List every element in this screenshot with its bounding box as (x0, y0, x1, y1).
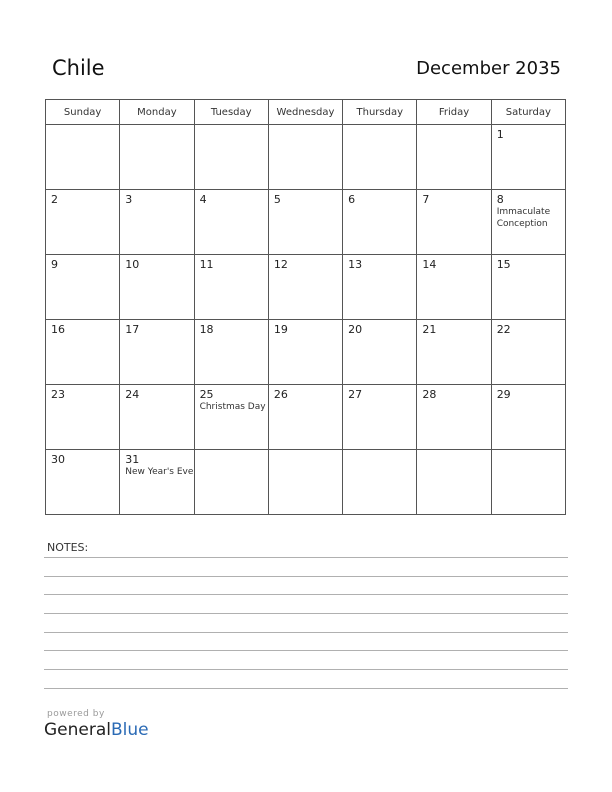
day-number (269, 125, 342, 141)
day-cell (268, 320, 342, 385)
weekday-wednesday: Wednesday (268, 100, 342, 125)
day-cell (343, 320, 417, 385)
day-cell (491, 190, 565, 255)
country-title: Chile (52, 56, 105, 80)
empty-day-cell (417, 450, 491, 515)
note-line (44, 594, 568, 595)
day-number (269, 450, 342, 466)
day-cell (491, 320, 565, 385)
day-number: 19 (273, 323, 288, 336)
day-number: 9 (51, 258, 58, 271)
empty-day-cell (194, 450, 268, 515)
day-cell (268, 255, 342, 320)
day-cell (46, 255, 120, 320)
note-line (44, 669, 568, 670)
day-cell (491, 255, 565, 320)
day-cell (491, 125, 565, 190)
note-line (44, 632, 568, 633)
note-line (44, 557, 568, 558)
day-cell (46, 190, 120, 255)
day-cell (343, 255, 417, 320)
day-cell (417, 255, 491, 320)
note-line (44, 688, 568, 689)
day-cell (120, 385, 194, 450)
day-cell (268, 190, 342, 255)
day-number: 6 (348, 193, 356, 206)
day-cell (343, 385, 417, 450)
week-row (46, 125, 566, 190)
day-number: 25 (199, 388, 214, 401)
brand-blue: Blue (111, 720, 149, 740)
week-row (46, 255, 566, 320)
note-line (44, 576, 568, 577)
day-number: 10 (125, 258, 140, 271)
week-row (46, 385, 566, 450)
day-number (343, 125, 416, 141)
calendar-grid (45, 99, 566, 515)
day-number: 11 (199, 258, 214, 271)
day-number: 14 (422, 258, 437, 271)
day-cell (268, 385, 342, 450)
day-cell (46, 385, 120, 450)
empty-day-cell (491, 450, 565, 515)
day-cell (417, 385, 491, 450)
day-cell (194, 255, 268, 320)
day-cell (46, 450, 120, 515)
day-number: 2 (51, 193, 58, 206)
month-year-title: December 2035 (416, 58, 561, 79)
empty-day-cell (194, 125, 268, 190)
weekday-monday: Monday (120, 100, 194, 125)
empty-day-cell (417, 125, 491, 190)
day-number: 24 (125, 388, 140, 401)
empty-day-cell (268, 125, 342, 190)
day-number (343, 450, 416, 466)
brand-general: General (44, 720, 111, 740)
day-number: 26 (273, 388, 288, 401)
empty-day-cell (268, 450, 342, 515)
day-number: 3 (125, 193, 133, 206)
day-number: 15 (496, 258, 511, 271)
day-number: 5 (273, 193, 281, 206)
day-number (492, 450, 565, 466)
calendar-body (46, 125, 566, 515)
day-cell (120, 190, 194, 255)
day-number: 30 (51, 453, 65, 466)
day-cell (194, 385, 268, 450)
day-number (195, 450, 268, 466)
day-cell (120, 255, 194, 320)
day-number (417, 125, 490, 141)
empty-day-cell (343, 450, 417, 515)
day-number: 28 (422, 388, 437, 401)
weekday-friday: Friday (417, 100, 491, 125)
weekday-header-row (46, 100, 566, 125)
empty-day-cell (120, 125, 194, 190)
day-number: 12 (273, 258, 288, 271)
week-row (46, 320, 566, 385)
holiday-label: Immaculate Conception (496, 207, 551, 229)
day-cell (194, 320, 268, 385)
day-number: 22 (496, 323, 511, 336)
day-number: 20 (348, 323, 363, 336)
day-number (120, 125, 193, 141)
day-number: 7 (422, 193, 430, 206)
day-cell (417, 320, 491, 385)
day-number: 18 (199, 323, 214, 336)
day-cell (491, 385, 565, 450)
day-number (195, 125, 268, 141)
note-line (44, 613, 568, 614)
day-number: 16 (51, 323, 65, 336)
day-number: 8 (496, 193, 504, 206)
powered-by-text: powered by (47, 709, 105, 719)
day-cell (417, 190, 491, 255)
notes-label: NOTES: (47, 541, 89, 554)
day-cell (46, 320, 120, 385)
week-row (46, 190, 566, 255)
weekday-saturday: Saturday (491, 100, 565, 125)
weekday-sunday: Sunday (46, 100, 120, 125)
day-number (417, 450, 490, 466)
day-number (46, 125, 119, 141)
day-cell (343, 190, 417, 255)
weekday-thursday: Thursday (343, 100, 417, 125)
holiday-label: New Year's Eve (125, 467, 194, 477)
day-number: 27 (348, 388, 363, 401)
empty-day-cell (343, 125, 417, 190)
day-number: 13 (348, 258, 363, 271)
day-number: 17 (125, 323, 140, 336)
day-number: 1 (496, 128, 504, 141)
day-cell (120, 320, 194, 385)
day-cell (120, 450, 194, 515)
week-row (46, 450, 566, 515)
day-cell (194, 190, 268, 255)
weekday-tuesday: Tuesday (194, 100, 268, 125)
day-number: 4 (199, 193, 207, 206)
day-number: 29 (496, 388, 511, 401)
note-line (44, 650, 568, 651)
generalblue-logo[interactable] (44, 720, 149, 740)
empty-day-cell (46, 125, 120, 190)
day-number: 23 (51, 388, 65, 401)
day-number: 21 (422, 323, 437, 336)
holiday-label: Christmas Day (199, 402, 266, 412)
day-number: 31 (125, 453, 140, 466)
